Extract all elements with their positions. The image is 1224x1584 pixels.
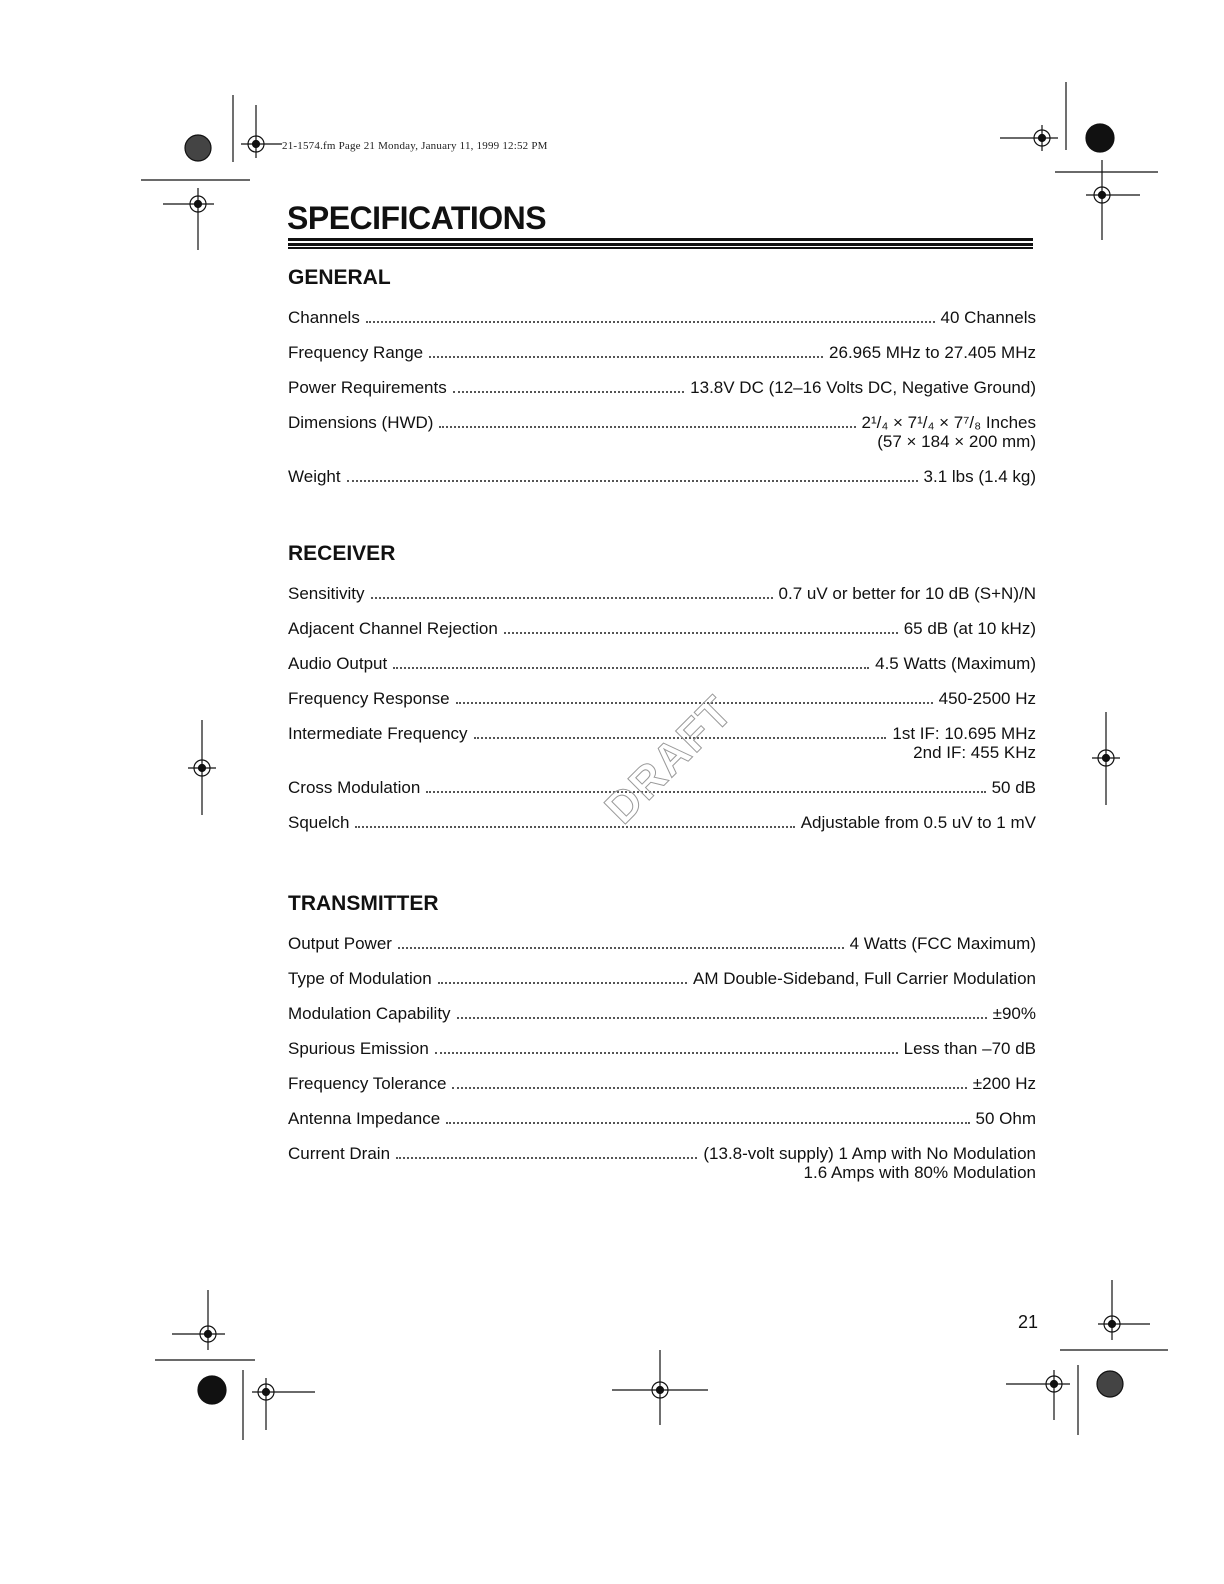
spec-value-line1: 1st IF: 10.695 MHz <box>892 724 1036 743</box>
spec-label: Channels <box>288 308 360 327</box>
spec-label: Frequency Range <box>288 343 424 362</box>
spec-value-line1: (13.8-volt supply) 1 Amp with No Modulation <box>703 1144 1036 1163</box>
spec-label: Power Requirements <box>288 378 447 397</box>
spec-label: Frequency Tolerance <box>288 1074 447 1093</box>
spec-label: Adjacent Channel Rejection <box>288 619 498 638</box>
page-number: 21 <box>1018 1312 1039 1332</box>
spec-value-line2: 2nd IF: 455 KHz <box>913 743 1036 762</box>
section-heading: RECEIVER <box>288 542 396 565</box>
spec-value: AM Double-Sideband, Full Carrier Modulation <box>693 969 1036 988</box>
spec-label: Weight <box>288 467 341 486</box>
spec-row <box>288 689 1036 708</box>
spec-value-line1: 2¹/₄ × 7¹/₄ × 7⁷/₈ Inches <box>861 413 1036 432</box>
spec-row <box>288 813 1036 832</box>
spec-value <box>862 413 1037 451</box>
section-general <box>288 266 1036 502</box>
spec-row <box>288 1004 1036 1023</box>
spec-row <box>288 378 1036 397</box>
spec-value-line2: 1.6 Amps with 80% Modulation <box>803 1163 1036 1182</box>
spec-row <box>288 1039 1036 1058</box>
spec-value: 50 Ohm <box>975 1109 1036 1128</box>
spec-value <box>703 1144 1036 1182</box>
spec-value <box>892 724 1036 762</box>
spec-label: Audio Output <box>288 654 388 673</box>
spec-row <box>288 584 1036 603</box>
spec-value: 65 dB (at 10 kHz) <box>903 619 1036 638</box>
spec-value-line2: (57 × 184 × 200 mm) <box>877 432 1036 451</box>
spec-value: 4.5 Watts (Maximum) <box>875 654 1036 673</box>
spec-value: 4 Watts (FCC Maximum) <box>849 934 1036 953</box>
draft-watermark: DRAFT <box>595 686 743 834</box>
spec-label: Sensitivity <box>288 584 365 603</box>
spec-label: Spurious Emission <box>288 1039 429 1058</box>
title-rule <box>288 238 1033 249</box>
spec-value: 50 dB <box>991 778 1036 797</box>
spec-value: Adjustable from 0.5 uV to 1 mV <box>800 813 1036 832</box>
section-transmitter <box>288 892 1036 1198</box>
section-heading: TRANSMITTER <box>288 892 439 915</box>
spec-value: 0.7 uV or better for 10 dB (S+N)/N <box>778 584 1036 603</box>
file-header: 21-1574.fm Page 21 Monday, January 11, 1999 12:52 PM <box>282 140 548 152</box>
spec-value: ±200 Hz <box>972 1074 1036 1093</box>
section-heading: GENERAL <box>288 266 391 289</box>
spec-value: Less than –70 dB <box>903 1039 1036 1058</box>
spec-row <box>288 969 1036 988</box>
spec-label: Antenna Impedance <box>288 1109 441 1128</box>
spec-row <box>288 619 1036 638</box>
page-title: SPECIFICATIONS <box>287 200 547 236</box>
spec-row <box>288 413 1036 451</box>
spec-row <box>288 1109 1036 1128</box>
spec-label: Dimensions (HWD) <box>288 413 434 432</box>
spec-row <box>288 934 1036 953</box>
spec-row <box>288 1144 1036 1182</box>
spec-label: Output Power <box>288 934 392 953</box>
spec-value: 40 Channels <box>940 308 1036 327</box>
spec-label: Type of Modulation <box>288 969 432 988</box>
spec-row <box>288 467 1036 486</box>
spec-value: ±90% <box>992 1004 1036 1023</box>
spec-label: Frequency Response <box>288 689 450 708</box>
spec-row <box>288 1074 1036 1093</box>
spec-value: 13.8V DC (12–16 Volts DC, Negative Ground) <box>690 378 1036 397</box>
spec-label: Modulation Capability <box>288 1004 451 1023</box>
spec-label: Intermediate Frequency <box>288 724 468 743</box>
spec-row <box>288 343 1036 362</box>
spec-value: 450-2500 Hz <box>938 689 1036 708</box>
spec-label: Current Drain <box>288 1144 391 1163</box>
spec-label: Squelch <box>288 813 350 832</box>
spec-value: 26.965 MHz to 27.405 MHz <box>829 343 1036 362</box>
spec-row <box>288 308 1036 327</box>
spec-value: 3.1 lbs (1.4 kg) <box>923 467 1036 486</box>
spec-row <box>288 654 1036 673</box>
spec-label: Cross Modulation <box>288 778 421 797</box>
